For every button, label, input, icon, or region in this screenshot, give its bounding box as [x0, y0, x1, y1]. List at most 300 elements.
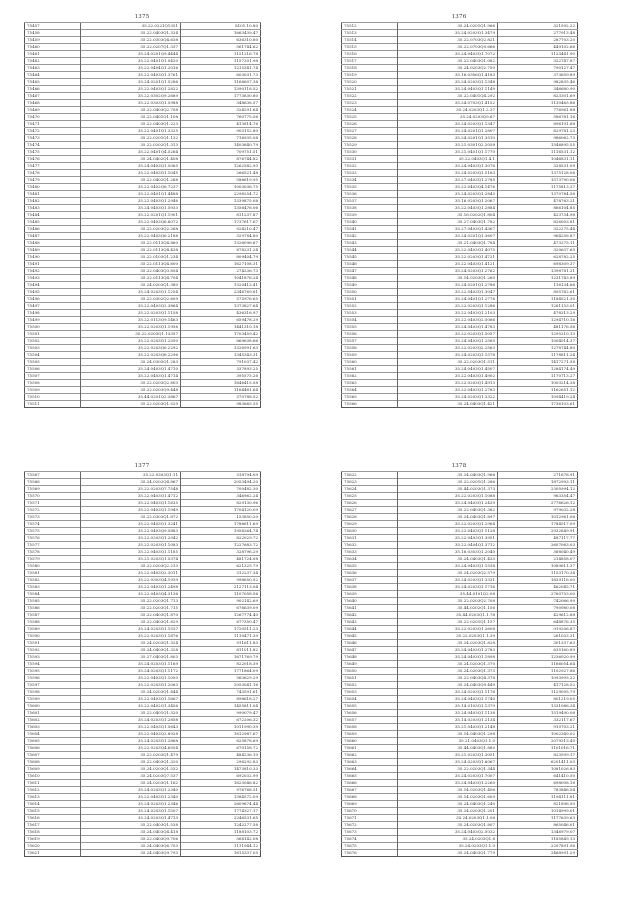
reference-code-cell: 35.22.0203Q1.5057 [398, 331, 498, 338]
reference-code-cell: 35.22.0403Q1.3951 [398, 535, 498, 542]
table-row [25, 514, 261, 521]
reference-code-cell: 35.24.0403Q1.1740 [398, 696, 498, 703]
reference-code-cell: 35.22.0403Q4.378 [398, 675, 498, 682]
amount-cell: 1320413.41 [181, 282, 261, 289]
amount-cell: 423734.98 [498, 212, 578, 219]
table-row [342, 535, 578, 542]
reference-code-cell: 35.24.0203Q1.1176 [398, 689, 498, 696]
table-row [342, 233, 578, 240]
amount-cell: 1111944.12 [181, 843, 261, 850]
amount-cell: 919206.87 [498, 626, 578, 633]
amount-cell: 811011.82 [181, 647, 261, 654]
row-number-cell: 75577 [25, 542, 81, 549]
amount-cell: 321592.22 [498, 23, 578, 30]
table-row [25, 752, 261, 759]
table-row [342, 752, 578, 759]
reference-code-cell: 35.22.0401Q1.320 [81, 710, 181, 717]
amount-cell: 1089611.37 [498, 563, 578, 570]
row-number-cell: 75660 [342, 738, 398, 745]
amount-cell: 1278744.80 [498, 345, 578, 352]
table-row [342, 759, 578, 766]
amount-cell: 2468991.29 [498, 850, 578, 857]
table-row [25, 282, 261, 289]
row-number-cell: 75676 [342, 850, 398, 857]
reference-code-cell: 35.24.0203Q1.1169 [81, 661, 181, 668]
row-number-cell: 75475 [25, 149, 81, 156]
amount-cell: 586619.95 [181, 177, 261, 184]
reference-code-cell: 35.22.0403Q1.1126 [398, 528, 498, 535]
reference-code-cell: 35.24.0203Q1.162 [81, 780, 181, 787]
reference-code-cell: 35.22.0403Q3.854 [81, 268, 181, 275]
row-number-cell: 75575 [25, 528, 81, 535]
table-row [342, 822, 578, 829]
table-row [342, 829, 578, 836]
amount-cell: 621325.79 [181, 563, 261, 570]
table-row [25, 584, 261, 591]
table-row [25, 598, 261, 605]
reference-code-cell: 35.22.0403Q1.1045 [81, 170, 181, 177]
table-row [342, 275, 578, 282]
row-number-cell: 75648 [342, 654, 398, 661]
row-number-cell: 75483 [25, 205, 81, 212]
table-row [342, 472, 578, 479]
table-row [342, 766, 578, 773]
table-row [342, 135, 578, 142]
row-number-cell: 75479 [25, 177, 81, 184]
row-number-cell: 75616 [25, 815, 81, 822]
amount-cell: 2298254.72 [181, 191, 261, 198]
amount-cell: 481176.56 [498, 324, 578, 331]
amount-cell: 1737617.67 [181, 219, 261, 226]
table-row [25, 647, 261, 654]
reference-code-cell: 35.24.0203Q1.3331 [398, 577, 498, 584]
amount-cell: 982835.46 [498, 79, 578, 86]
row-number-cell: 75547 [342, 268, 398, 275]
amount-cell: 1261153.01 [498, 303, 578, 310]
amount-cell: 487117.77 [498, 535, 578, 542]
amount-cell: 898618.27 [181, 696, 261, 703]
table-row [342, 310, 578, 317]
reference-code-cell: 35.22.0207Q1.337 [81, 44, 181, 51]
amount-cell: 1130465.86 [498, 100, 578, 107]
table-row [25, 626, 261, 633]
amount-cell: 1003036.75 [181, 184, 261, 191]
register-table [24, 22, 261, 408]
amount-cell: 329784.80 [181, 233, 261, 240]
table-row [342, 563, 578, 570]
row-number-cell: 75601 [25, 710, 81, 717]
amount-cell: 1014999.01 [498, 808, 578, 815]
row-number-cell: 75525 [342, 114, 398, 121]
reference-code-cell: 35.22.0401Q1.108 [81, 114, 181, 121]
table-row [342, 549, 578, 556]
table-row [342, 191, 578, 198]
amount-cell: 790127.47 [498, 65, 578, 72]
amount-cell: 698309.37 [498, 261, 578, 268]
reference-code-cell: 35.24.0403Q1.240 [398, 801, 498, 808]
table-row [25, 479, 261, 486]
amount-cell: 563629.29 [181, 675, 261, 682]
table-row [342, 219, 578, 226]
reference-code-cell: 35.22.0403Q2.3011 [81, 570, 181, 577]
amount-cell: 2607063.03 [498, 542, 578, 549]
table-row [342, 479, 578, 486]
reference-code-cell: 35.22.0203Q1.1956 [81, 324, 181, 331]
row-number-cell: 75467 [25, 93, 81, 100]
reference-code-cell: 35.24.0401Q1.2776 [398, 296, 498, 303]
table-row [25, 184, 261, 191]
reference-code-cell: 35.22.0403Q1.2498 [81, 584, 181, 591]
reference-code-cell: 35.22.0203Q6.2296 [81, 352, 181, 359]
amount-cell: 449102.66 [498, 44, 578, 51]
amount-cell: 700482.30 [181, 486, 261, 493]
register-panel [341, 12, 577, 408]
table-row [25, 794, 261, 801]
row-number-cell: 75661 [342, 745, 398, 752]
amount-cell: 1398781.21 [498, 268, 578, 275]
reference-code-cell: 35.22.0203Q1.1876 [81, 633, 181, 640]
table-row [25, 661, 261, 668]
amount-cell: 1345343.31 [181, 352, 261, 359]
row-number-cell: 75571 [25, 500, 81, 507]
table-row [25, 303, 261, 310]
row-number-cell: 75462 [25, 58, 81, 65]
table-row [342, 282, 578, 289]
table-row [342, 226, 578, 233]
table-row [342, 261, 578, 268]
table-row [342, 359, 578, 366]
reference-code-cell: 35.24.0403Q1.433 [398, 556, 498, 563]
table-row [25, 724, 261, 731]
table-row [25, 331, 261, 338]
amount-cell: 1185849.13 [498, 836, 578, 843]
row-number-cell: 75639 [342, 591, 398, 598]
reference-code-cell: 35.22.0403Q1.829 [81, 619, 181, 626]
table-row [25, 689, 261, 696]
reference-code-cell: 35.24.0203Q1.1537 [81, 626, 181, 633]
amount-cell: 698008.18 [498, 780, 578, 787]
table-row [25, 135, 261, 142]
row-number-cell: 75675 [342, 843, 398, 850]
amount-cell: 1002349.02 [498, 731, 578, 738]
reference-code-cell: 35.22.0403Q1.1635 [81, 500, 181, 507]
reference-code-cell: 35.22.0402Q1.268 [81, 177, 181, 184]
row-number-cell: 75590 [25, 633, 81, 640]
reference-code-cell: 35.22.0403Q1.382 [398, 507, 498, 514]
row-number-cell: 75622 [342, 472, 398, 479]
row-number-cell: 75606 [25, 745, 81, 752]
amount-cell: 823301.69 [498, 93, 578, 100]
reference-code-cell: 35.22.0403Q1.324 [81, 30, 181, 37]
row-number-cell: 75611 [25, 780, 81, 787]
amount-cell: 436316.97 [181, 310, 261, 317]
row-number-cell: 75644 [342, 626, 398, 633]
register-panel [24, 461, 260, 857]
reference-code-cell: 35.22.0403Q1.3047 [398, 289, 498, 296]
reference-code-cell: 35.14.0403Q1.298 [398, 731, 498, 738]
reference-code-cell: 35.24.0403Q4.418 [81, 829, 181, 836]
reference-code-cell: 35.22.0203Q7.7548 [81, 486, 181, 493]
reference-code-cell: 35.24.0403Q1.421 [398, 401, 498, 408]
table-row [25, 219, 261, 226]
reference-code-cell: 35.21.0403Q1.784 [398, 240, 498, 247]
table-row [342, 787, 578, 794]
reference-code-cell: 35.22.0203Q1.1083 [81, 542, 181, 549]
reference-code-cell: 35.22.0203Q1.1158 [81, 310, 181, 317]
reference-code-cell: 35.22.0203Q1.713 [81, 598, 181, 605]
table-row [342, 647, 578, 654]
reference-code-cell: 35.22.0403Q1.2822 [81, 86, 181, 93]
row-number-cell: 75667 [342, 787, 398, 794]
reference-code-cell: 35.24.0201Q1.2807 [398, 128, 498, 135]
amount-cell: 1375128.06 [498, 170, 578, 177]
table-row [342, 268, 578, 275]
reference-code-cell: 35.22.0302Q9.2689 [81, 93, 181, 100]
row-number-cell: 75527 [342, 128, 398, 135]
row-number-cell: 75489 [25, 247, 81, 254]
row-number-cell: 75610 [25, 773, 81, 780]
reference-code-cell: 35.22.0303Q4.638 [81, 37, 181, 44]
reference-code-cell: 35.22.0203Q1.2964 [398, 521, 498, 528]
amount-cell: 478313.29 [498, 310, 578, 317]
row-number-cell: 75497 [25, 303, 81, 310]
table-row [342, 44, 578, 51]
row-number-cell: 75506 [25, 366, 81, 373]
table-row [25, 170, 261, 177]
amount-cell: 368040.49 [498, 549, 578, 556]
amount-cell: 116134.66 [498, 282, 578, 289]
row-number-cell: 75594 [25, 661, 81, 668]
amount-cell: 261033.31 [498, 633, 578, 640]
table-row [25, 787, 261, 794]
table-row [25, 836, 261, 843]
reference-code-cell: 35.24.0203Q1.3479 [398, 30, 498, 37]
table-row [342, 254, 578, 261]
reference-code-cell: 35.24.0203Q1.380 [81, 282, 181, 289]
row-number-cell: 75477 [25, 163, 81, 170]
row-number-cell: 75532 [342, 163, 398, 170]
table-row [25, 240, 261, 247]
amount-cell: 1194111.81 [498, 794, 578, 801]
row-number-cell: 75672 [342, 822, 398, 829]
table-row [25, 773, 261, 780]
row-number-cell: 75602 [25, 717, 81, 724]
row-number-cell: 75641 [342, 605, 398, 612]
amount-cell: 976768.31 [181, 787, 261, 794]
row-number-cell: 75509 [25, 387, 81, 394]
reference-code-cell: 35.22.0403Q1.1093 [81, 675, 181, 682]
row-number-cell: 75562 [342, 373, 398, 380]
table-row [342, 696, 578, 703]
row-number-cell: 75599 [25, 696, 81, 703]
table-row [25, 226, 261, 233]
panel-title: 1375 [134, 14, 150, 20]
row-number-cell: 75473 [25, 135, 81, 142]
row-number-cell: 75632 [342, 542, 398, 549]
row-number-cell: 75597 [25, 682, 81, 689]
row-number-cell: 75640 [342, 598, 398, 605]
table-row [342, 380, 578, 387]
row-number-cell: 75614 [25, 801, 81, 808]
reference-code-cell: 35.22.0203Q2.803 [81, 380, 181, 387]
table-row [342, 93, 578, 100]
amount-cell: 1184521.30 [498, 296, 578, 303]
row-number-cell: 75495 [25, 289, 81, 296]
table-row [342, 72, 578, 79]
reference-code-cell: 35.22.0403Q1.538 [81, 822, 181, 829]
table-row [25, 829, 261, 836]
reference-code-cell: 35.24.0203Q1.201 [398, 808, 498, 815]
reference-code-cell: 35.22.0403Q1.2783 [398, 387, 498, 394]
row-number-cell: 75569 [25, 486, 81, 493]
row-number-cell: 75598 [25, 689, 81, 696]
amount-cell: 298292.83 [181, 759, 261, 766]
amount-cell: 1373827.64 [181, 303, 261, 310]
reference-code-cell: 35.27.0403Q1.2785 [398, 177, 498, 184]
amount-cell: 1170713.27 [498, 373, 578, 380]
row-number-cell: 75557 [342, 338, 398, 345]
amount-cell: 986062.73 [498, 135, 578, 142]
reference-code-cell: 35.22.0203Q2.213 [81, 563, 181, 570]
amount-cell: 6201411.03 [498, 759, 578, 766]
reference-code-cell: 35.24.0201Q1.3510 [398, 135, 498, 142]
row-number-cell: 75498 [25, 310, 81, 317]
table-row [25, 373, 261, 380]
row-number-cell: 75522 [342, 93, 398, 100]
row-number-cell: 75558 [342, 345, 398, 352]
reference-code-cell: 35.24.0203Q1.2346 [81, 801, 181, 808]
reference-code-cell: 35.22.0403Q4.3136 [81, 591, 181, 598]
reference-code-cell: 35.24.0203Q1.1716 [398, 584, 498, 591]
row-number-cell: 75584 [25, 591, 81, 598]
amount-cell: 2246531.65 [181, 815, 261, 822]
row-number-cell: 75541 [342, 226, 398, 233]
table-row [342, 801, 578, 808]
amount-cell: 1101016.71 [498, 745, 578, 752]
amount-cell: 825878.69 [181, 738, 261, 745]
row-number-cell: 75507 [25, 373, 81, 380]
amount-cell: 1004014.37 [498, 338, 578, 345]
reference-code-cell: 35.22.0203Q6.2292 [81, 345, 181, 352]
table-row [342, 521, 578, 528]
amount-cell: 481724.08 [181, 556, 261, 563]
table-row [25, 822, 261, 829]
reference-code-cell: 35.24.0403Q1.2783 [398, 647, 498, 654]
table-row [342, 184, 578, 191]
row-number-cell: 75626 [342, 500, 398, 507]
amount-cell: 1294710.16 [498, 317, 578, 324]
table-row [25, 850, 261, 857]
table-row [25, 93, 261, 100]
table-row [342, 205, 578, 212]
reference-code-cell: 35.24.0203Q7.537 [81, 773, 181, 780]
table-row [342, 626, 578, 633]
reference-code-cell: 35.22.0403Q2.708 [81, 107, 181, 114]
amount-cell: 1242277.58 [181, 822, 261, 829]
reference-code-cell: 35.22.0201Q1.132 [81, 135, 181, 142]
row-number-cell: 75550 [342, 289, 398, 296]
table-row [25, 205, 261, 212]
row-number-cell: 75651 [342, 675, 398, 682]
row-number-cell: 75654 [342, 696, 398, 703]
table-row [342, 170, 578, 177]
reference-code-cell: 35.22.0403Q1.4075 [398, 247, 498, 254]
row-number-cell: 75552 [342, 303, 398, 310]
amount-cell: 1081026.83 [498, 766, 578, 773]
reference-code-cell: 35.22.0203Q1.1286 [398, 303, 498, 310]
row-number-cell: 75589 [25, 626, 81, 633]
reference-code-cell: 35.24.0203Q1.370 [398, 661, 498, 668]
amount-cell: 1771864.09 [181, 668, 261, 675]
amount-cell: 2305994.12 [498, 486, 578, 493]
row-number-cell: 75565 [342, 394, 398, 401]
reference-code-cell: 35.22.0703Q2.821 [398, 37, 498, 44]
reference-code-cell: 35.24.0403Q1.2439 [398, 500, 498, 507]
table-row [342, 303, 578, 310]
reference-code-cell: 35.22.0403Q1.3241 [81, 521, 181, 528]
reference-code-cell: 35.22.0203Q1.511 [398, 359, 498, 366]
amount-cell: 1473810.33 [181, 766, 261, 773]
table-row [25, 542, 261, 549]
amount-cell: 692032.99 [181, 773, 261, 780]
row-number-cell: 75604 [25, 731, 81, 738]
amount-cell: 1384572.09 [181, 794, 261, 801]
row-number-cell: 75592 [25, 647, 81, 654]
row-number-cell: 75528 [342, 135, 398, 142]
table-row [342, 507, 578, 514]
row-number-cell: 75469 [25, 107, 81, 114]
table-row [342, 780, 578, 787]
table-row [25, 359, 261, 366]
reference-code-cell: 35.24.0403Q1.3076 [398, 163, 498, 170]
row-number-cell: 75465 [25, 79, 81, 86]
reference-code-cell: 35.22.0703Q9.666 [398, 44, 498, 51]
amount-cell: 791037.42 [181, 359, 261, 366]
table-row [342, 121, 578, 128]
row-number-cell: 75625 [342, 493, 398, 500]
table-row [25, 51, 261, 58]
amount-cell: 322747.87 [498, 58, 578, 65]
amount-cell: 1346979.07 [498, 829, 578, 836]
amount-cell: 346962.24 [181, 493, 261, 500]
reference-code-cell: 35.24.0403Q1.1149 [398, 86, 498, 93]
row-number-cell: 75556 [342, 331, 398, 338]
reference-code-cell: 35.24.0203Q1.2858 [81, 717, 181, 724]
amount-cell: 1175813.27 [498, 184, 578, 191]
table-row [25, 142, 261, 149]
panel-title: 1376 [451, 14, 467, 20]
reference-code-cell: 35.24.0203Q1.1172 [81, 668, 181, 675]
reference-code-cell: 35.22.0403Q1.1949 [81, 507, 181, 514]
reference-code-cell: 35.24.0403Q1.966 [398, 472, 498, 479]
amount-cell: 1546895.55 [498, 142, 578, 149]
row-number-cell: 75555 [342, 324, 398, 331]
amount-cell: 1839116.00 [498, 577, 578, 584]
amount-cell: 568142.08 [181, 836, 261, 843]
row-number-cell: 75664 [342, 766, 398, 773]
table-row [342, 542, 578, 549]
amount-cell: 478763.21 [498, 198, 578, 205]
reference-code-cell: 35.24.0203Q1.3322 [398, 394, 498, 401]
table-row [25, 30, 261, 37]
table-row [342, 689, 578, 696]
reference-code-cell: 35.24.0203Q1.8 [398, 836, 498, 843]
row-number-cell: 75655 [342, 703, 398, 710]
amount-cell: 635160.89 [498, 647, 578, 654]
reference-code-cell: 35.14.0103Q1.1379 [398, 703, 498, 710]
table-row [342, 703, 578, 710]
row-number-cell: 75582 [25, 577, 81, 584]
